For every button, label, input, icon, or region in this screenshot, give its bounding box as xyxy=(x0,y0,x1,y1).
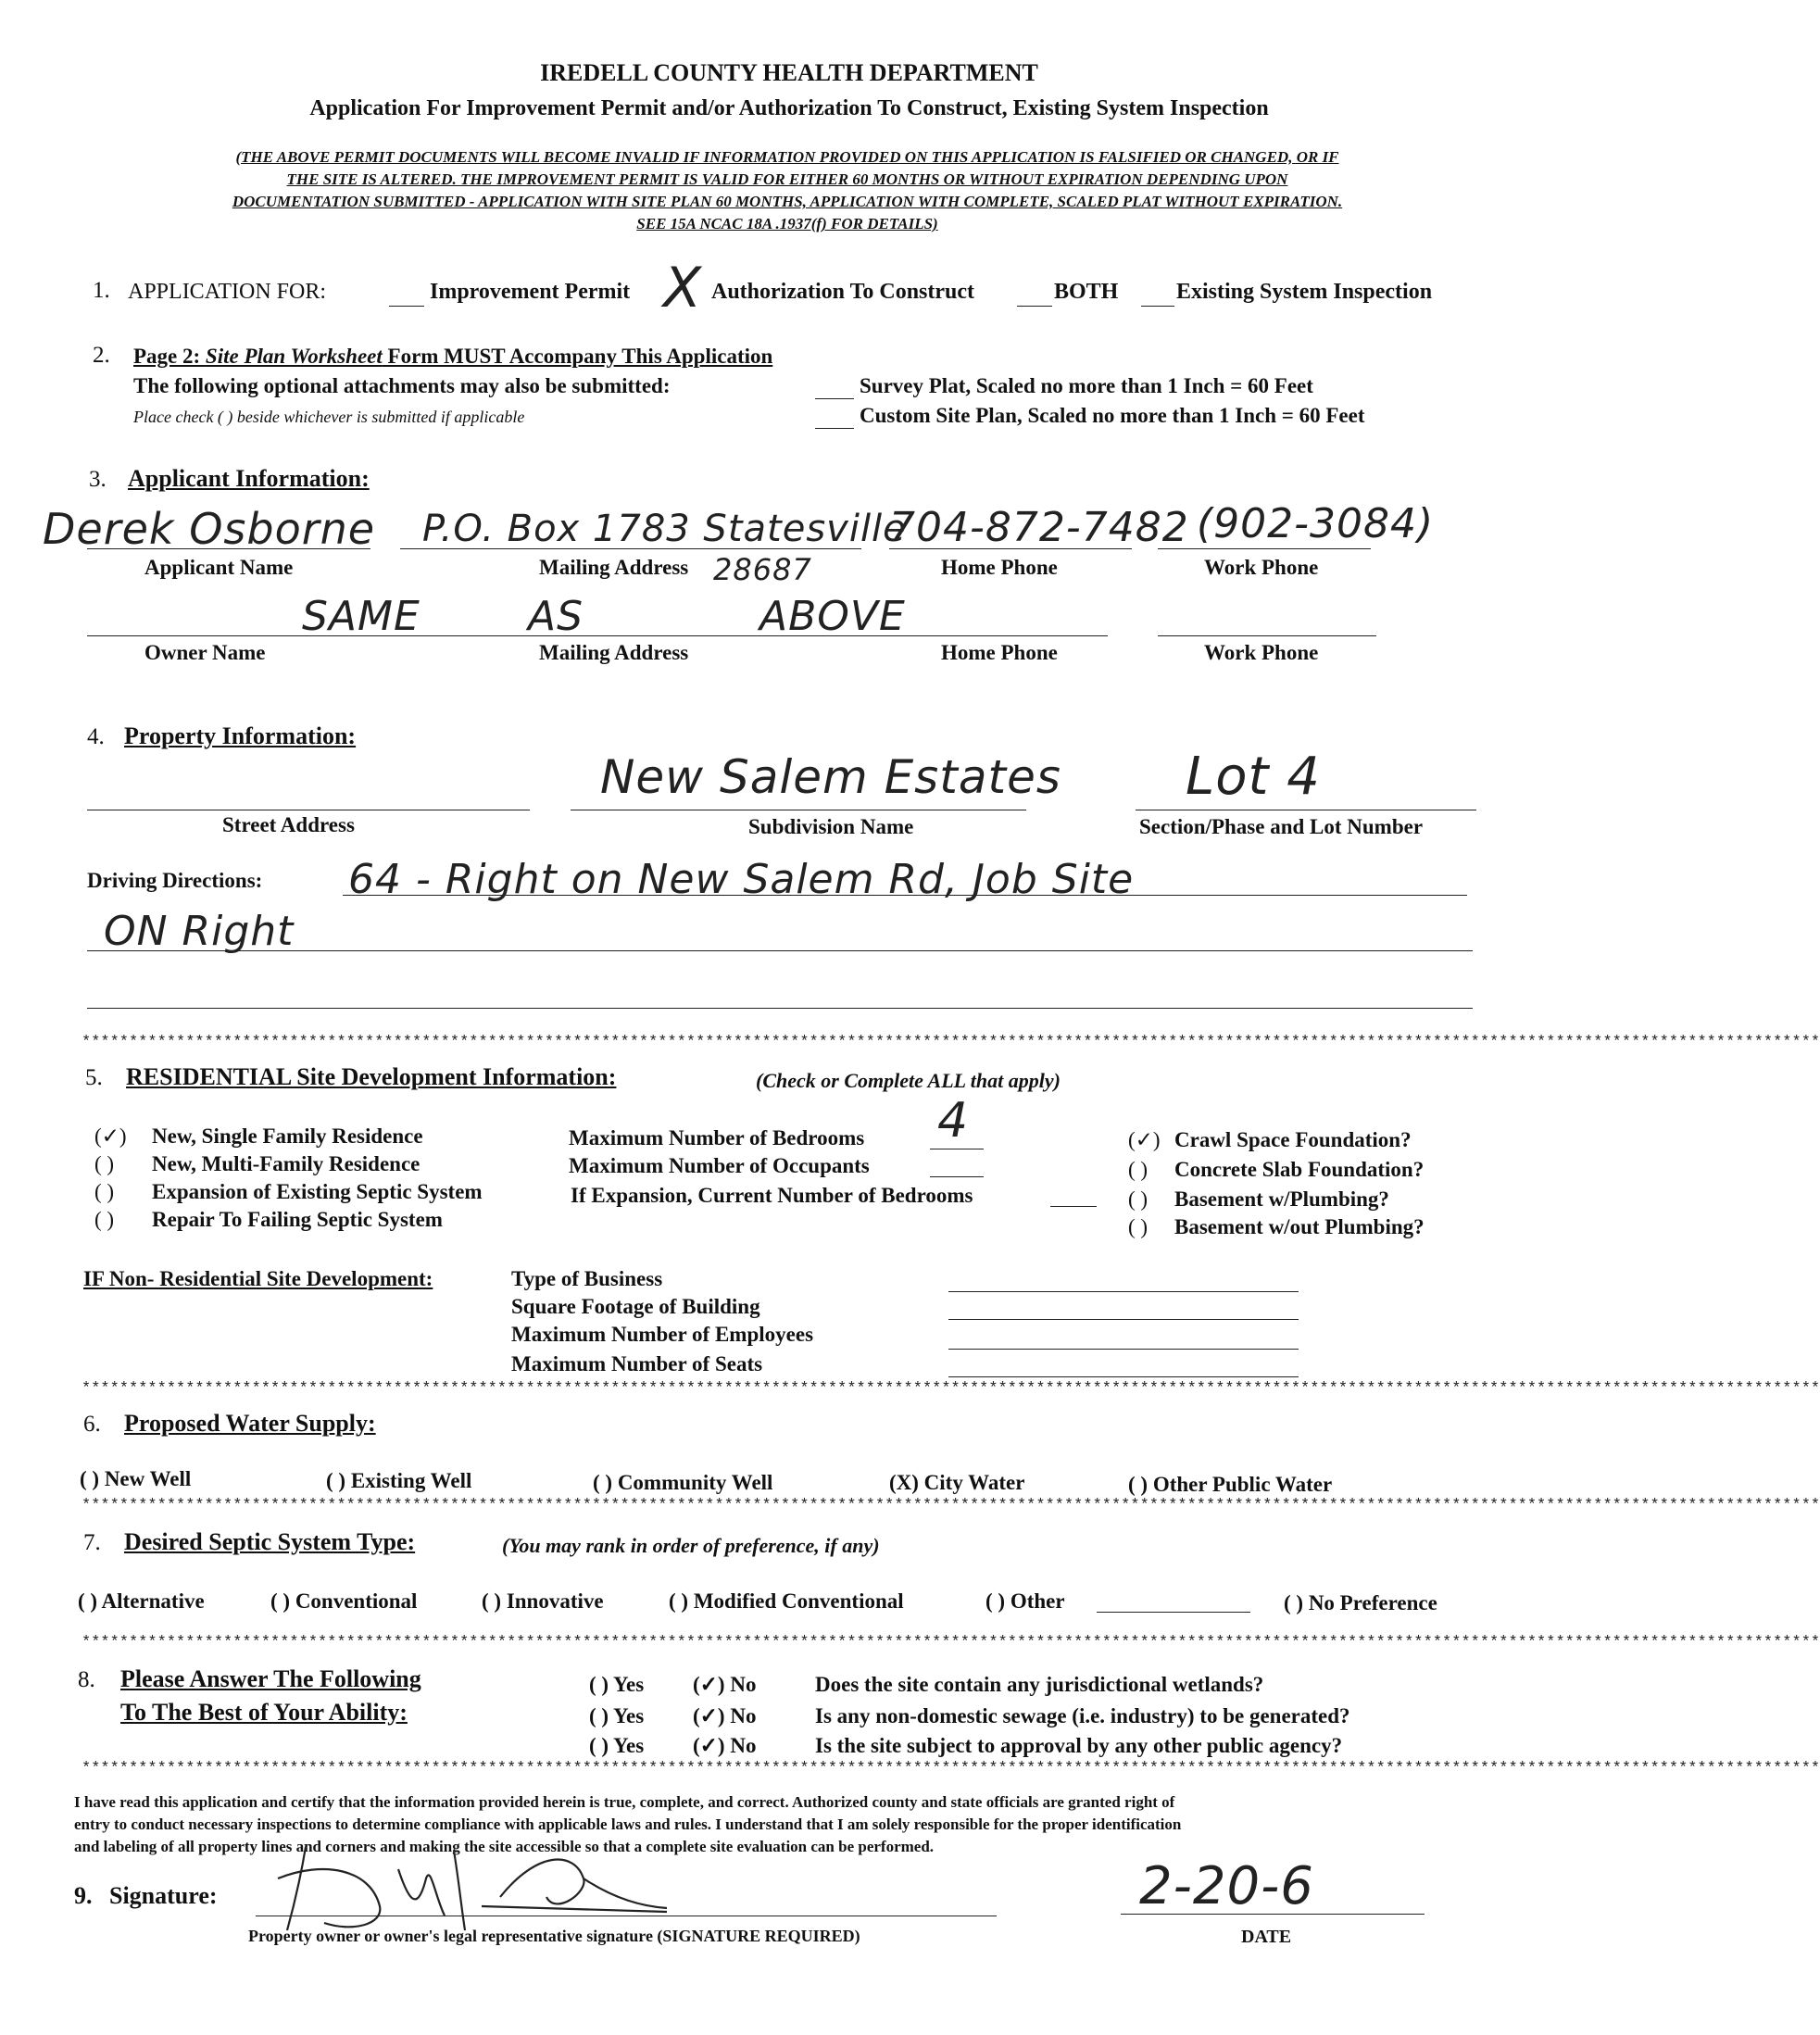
home-phone-label: Home Phone xyxy=(941,556,1058,579)
water-supply-title: Proposed Water Supply: xyxy=(124,1410,376,1437)
section-3-number: 3. xyxy=(89,467,107,492)
foundation-opt-2-label: Concrete Slab Foundation? xyxy=(1174,1158,1425,1181)
foundation-opt-4-label: Basement w/out Plumbing? xyxy=(1174,1215,1425,1238)
section-1-number: 1. xyxy=(93,278,110,303)
driving-directions-line-2[interactable] xyxy=(87,950,1473,951)
option-both: BOTH xyxy=(1054,280,1119,304)
q1-no[interactable]: (✓) No xyxy=(693,1673,757,1696)
option-existing-system-inspection: Existing System Inspection xyxy=(1176,280,1433,304)
street-address-label: Street Address xyxy=(222,813,355,836)
certification-line-2: entry to conduct necessary inspections to determine compliance with applicable laws and rules. I understand that I am solely responsible for the proper identification xyxy=(74,1815,1182,1833)
square-footage-line[interactable] xyxy=(948,1319,1299,1320)
res-opt-4-mark[interactable]: ( ) xyxy=(94,1208,115,1231)
section-2-number: 2. xyxy=(93,343,110,368)
max-employees-label: Maximum Number of Employees xyxy=(511,1323,814,1346)
current-bedrooms-label: If Expansion, Current Number of Bedrooms xyxy=(571,1184,973,1207)
water-opt-other-public[interactable]: ( ) Other Public Water xyxy=(1128,1473,1333,1496)
type-of-business-line[interactable] xyxy=(948,1291,1299,1292)
survey-plat-checkline[interactable] xyxy=(815,398,854,399)
foundation-opt-1-label: Crawl Space Foundation? xyxy=(1174,1128,1412,1151)
foundation-opt-4-mark[interactable]: ( ) xyxy=(1128,1215,1148,1238)
q1-yes[interactable]: ( ) Yes xyxy=(589,1673,645,1696)
mailing-address-label: Mailing Address xyxy=(539,556,689,579)
option-custom-site-plan: Custom Site Plan, Scaled no more than 1 Inch = 60 Feet xyxy=(860,404,1365,427)
q3-yes[interactable]: ( ) Yes xyxy=(589,1734,645,1757)
driving-directions-line-3[interactable] xyxy=(87,1008,1473,1009)
septic-opt-alternative[interactable]: ( ) Alternative xyxy=(78,1589,205,1613)
section-lot-label: Section/Phase and Lot Number xyxy=(1139,815,1424,838)
max-seats-label: Maximum Number of Seats xyxy=(511,1352,763,1376)
notice-line-1: (THE ABOVE PERMIT DOCUMENTS WILL BECOME INVALID IF INFORMATION PROVIDED ON THIS APPLICATION IS FALSIFIED OR CHANGED, OR IF xyxy=(235,148,1339,166)
optional-attachments-text: The following optional attachments may also be submitted: xyxy=(133,374,671,397)
certification-line-1: I have read this application and certify that the information provided herein is true, complete, and correct. Authorized county and state officials are granted right of xyxy=(74,1793,1175,1811)
notice-line-4: SEE 15A NCAC 18A .1937(f) FOR DETAILS) xyxy=(636,215,938,232)
owner-info-line[interactable] xyxy=(87,635,1108,636)
work-phone-line[interactable] xyxy=(1158,548,1371,549)
foundation-opt-3-label: Basement w/Plumbing? xyxy=(1174,1187,1389,1211)
notice-line-2: THE SITE IS ALTERED. THE IMPROVEMENT PERMIT IS VALID FOR EITHER 60 MONTHS OR WITHOUT EXPIRATION DEPENDING UPON xyxy=(286,170,1288,188)
home-phone-value[interactable]: 704-872-7482 xyxy=(889,504,1189,551)
q2-no[interactable]: (✓) No xyxy=(693,1704,757,1727)
driving-directions-value-1[interactable]: 64 - Right on New Salem Rd, Job Site xyxy=(348,856,1135,903)
non-residential-label: IF Non- Residential Site Development: xyxy=(83,1267,433,1290)
residential-note: (Check or Complete ALL that apply) xyxy=(756,1069,1061,1092)
notice-line-3: DOCUMENTATION SUBMITTED - APPLICATION WITH SITE PLAN 60 MONTHS, APPLICATION WITH COMPLETE, SCALED PLAT WITHOUT EXPIRATION. xyxy=(232,193,1343,210)
max-seats-line[interactable] xyxy=(948,1376,1299,1377)
septic-opt-other[interactable]: ( ) Other xyxy=(985,1589,1065,1613)
property-information-title: Property Information: xyxy=(124,722,357,749)
place-check-note: Place check ( ) beside whichever is submitted if applicable xyxy=(133,408,525,426)
max-occupants-label: Maximum Number of Occupants xyxy=(569,1154,870,1177)
option-survey-plat: Survey Plat, Scaled no more than 1 Inch = 60 Feet xyxy=(860,374,1313,397)
applicant-name-label: Applicant Name xyxy=(144,556,294,579)
septic-opt-modified-conventional[interactable]: ( ) Modified Conventional xyxy=(669,1589,904,1613)
driving-directions-value-2[interactable]: ON Right xyxy=(104,908,295,955)
owner-work-phone-label: Work Phone xyxy=(1204,641,1319,664)
section-5-number: 5. xyxy=(85,1065,103,1090)
subdivision-name-label: Subdivision Name xyxy=(748,815,914,838)
custom-site-plan-checkline[interactable] xyxy=(815,428,854,429)
septic-type-note: (You may rank in order of preference, if any) xyxy=(502,1534,880,1557)
water-opt-existing-well[interactable]: ( ) Existing Well xyxy=(326,1469,472,1492)
septic-opt-innovative[interactable]: ( ) Innovative xyxy=(482,1589,604,1613)
water-opt-city-water[interactable]: (X) City Water xyxy=(889,1471,1025,1494)
owner-same-2[interactable]: AS xyxy=(528,593,584,640)
section-2-title-b: Site Plan Worksheet xyxy=(205,345,383,368)
star-separator-5: **************************************************************************************************************************************************************************************** xyxy=(82,1760,1820,1777)
star-separator-2: **************************************************************************************************************************************************************************************** xyxy=(82,1380,1820,1398)
existing-system-checkline[interactable] xyxy=(1141,306,1174,307)
water-opt-community-well[interactable]: ( ) Community Well xyxy=(593,1471,773,1494)
application-for-label: APPLICATION FOR: xyxy=(128,280,327,304)
q1-text: Does the site contain any jurisdictional wetlands? xyxy=(815,1673,1264,1696)
applicant-information-title: Applicant Information: xyxy=(128,465,370,492)
max-employees-line[interactable] xyxy=(948,1349,1299,1350)
option-improvement-permit: Improvement Permit xyxy=(430,280,631,304)
owner-work-phone-line[interactable] xyxy=(1158,635,1376,636)
improvement-permit-checkline[interactable] xyxy=(389,306,424,307)
q2-text: Is any non-domestic sewage (i.e. industry) to be generated? xyxy=(815,1704,1350,1727)
res-opt-1-mark[interactable]: (✓) xyxy=(94,1124,127,1148)
septic-opt-no-preference[interactable]: ( ) No Preference xyxy=(1284,1591,1437,1614)
section-2-title xyxy=(133,345,772,369)
section-8-title-1: Please Answer The Following xyxy=(120,1665,421,1692)
section-7-number: 7. xyxy=(83,1530,101,1555)
septic-other-line[interactable] xyxy=(1097,1612,1250,1613)
star-separator-4: **************************************************************************************************************************************************************************************** xyxy=(82,1634,1820,1652)
signature-scribble xyxy=(269,1841,676,1938)
res-opt-3-label: Expansion of Existing Septic System xyxy=(152,1180,483,1203)
section-6-number: 6. xyxy=(83,1412,101,1437)
q3-text: Is the site subject to approval by any other public agency? xyxy=(815,1734,1343,1757)
owner-same-1[interactable]: SAME xyxy=(302,593,420,640)
signature-caption: Property owner or owner's legal representative signature (SIGNATURE REQUIRED) xyxy=(248,1927,860,1945)
section-2-title-a: Page 2: xyxy=(133,345,206,368)
section-9-number: 9. xyxy=(74,1882,93,1909)
res-opt-1-label: New, Single Family Residence xyxy=(152,1124,423,1148)
section-8-number: 8. xyxy=(78,1667,95,1692)
foundation-opt-3-mark[interactable]: ( ) xyxy=(1128,1187,1148,1211)
owner-same-3[interactable]: ABOVE xyxy=(759,593,906,640)
date-value[interactable]: 2-20-6 xyxy=(1139,1856,1314,1916)
res-opt-3-mark[interactable]: ( ) xyxy=(94,1180,115,1203)
section-2-title-c: Form MUST Accompany This Application xyxy=(382,345,773,368)
form-title: IREDELL COUNTY HEALTH DEPARTMENT xyxy=(540,59,1038,86)
max-bedrooms-value[interactable]: 4 xyxy=(937,1093,970,1149)
type-of-business-label: Type of Business xyxy=(511,1267,663,1290)
star-separator-1: **************************************************************************************************************************************************************************************** xyxy=(82,1034,1820,1051)
section-8-title-2: To The Best of Your Ability: xyxy=(120,1699,408,1726)
applicant-name-value[interactable]: Derek Osborne xyxy=(43,504,376,554)
section-4-number: 4. xyxy=(87,724,105,749)
subdivision-name-value[interactable]: New Salem Estates xyxy=(600,750,1061,804)
work-phone-value[interactable]: (902-3084) xyxy=(1197,500,1435,547)
owner-name-label: Owner Name xyxy=(144,641,266,664)
star-separator-3: **************************************************************************************************************************************************************************************** xyxy=(82,1497,1820,1514)
current-bedrooms-line[interactable] xyxy=(1050,1206,1097,1207)
both-checkline[interactable] xyxy=(1017,306,1052,307)
owner-home-phone-label: Home Phone xyxy=(941,641,1058,664)
lot-number-value[interactable]: Lot 4 xyxy=(1186,747,1321,807)
driving-directions-label: Driving Directions: xyxy=(87,869,263,892)
authorization-check-mark: X xyxy=(663,256,703,320)
signature-label: Signature: xyxy=(109,1882,218,1909)
q3-no[interactable]: (✓) No xyxy=(693,1734,757,1757)
septic-type-title: Desired Septic System Type: xyxy=(124,1528,416,1555)
mailing-address-value[interactable]: P.O. Box 1783 Statesville xyxy=(422,508,907,550)
mailing-zip-value[interactable]: 28687 xyxy=(713,552,812,587)
date-label: DATE xyxy=(1241,1927,1292,1947)
certification-line-3: and labeling of all property lines and corners and making the site accessible so that a complete site evaluation can be performed. xyxy=(74,1838,935,1855)
work-phone-label: Work Phone xyxy=(1204,556,1319,579)
max-occupants-line[interactable] xyxy=(930,1176,984,1177)
foundation-opt-2-mark[interactable]: ( ) xyxy=(1128,1158,1148,1181)
q2-yes[interactable]: ( ) Yes xyxy=(589,1704,645,1727)
max-bedrooms-label: Maximum Number of Bedrooms xyxy=(569,1126,865,1149)
option-authorization-to-construct: Authorization To Construct xyxy=(711,280,975,304)
owner-mailing-address-label: Mailing Address xyxy=(539,641,689,664)
form-subtitle: Application For Improvement Permit and/or Authorization To Construct, Existing System Inspection xyxy=(309,96,1269,120)
res-opt-2-mark[interactable]: ( ) xyxy=(94,1152,115,1175)
residential-title: RESIDENTIAL Site Development Information: xyxy=(126,1063,617,1090)
res-opt-4-label: Repair To Failing Septic System xyxy=(152,1208,443,1231)
res-opt-2-label: New, Multi-Family Residence xyxy=(152,1152,420,1175)
septic-opt-conventional[interactable]: ( ) Conventional xyxy=(270,1589,418,1613)
foundation-opt-1-mark[interactable]: (✓) xyxy=(1128,1128,1161,1151)
square-footage-label: Square Footage of Building xyxy=(511,1295,760,1318)
water-opt-new-well[interactable]: ( ) New Well xyxy=(80,1467,192,1490)
